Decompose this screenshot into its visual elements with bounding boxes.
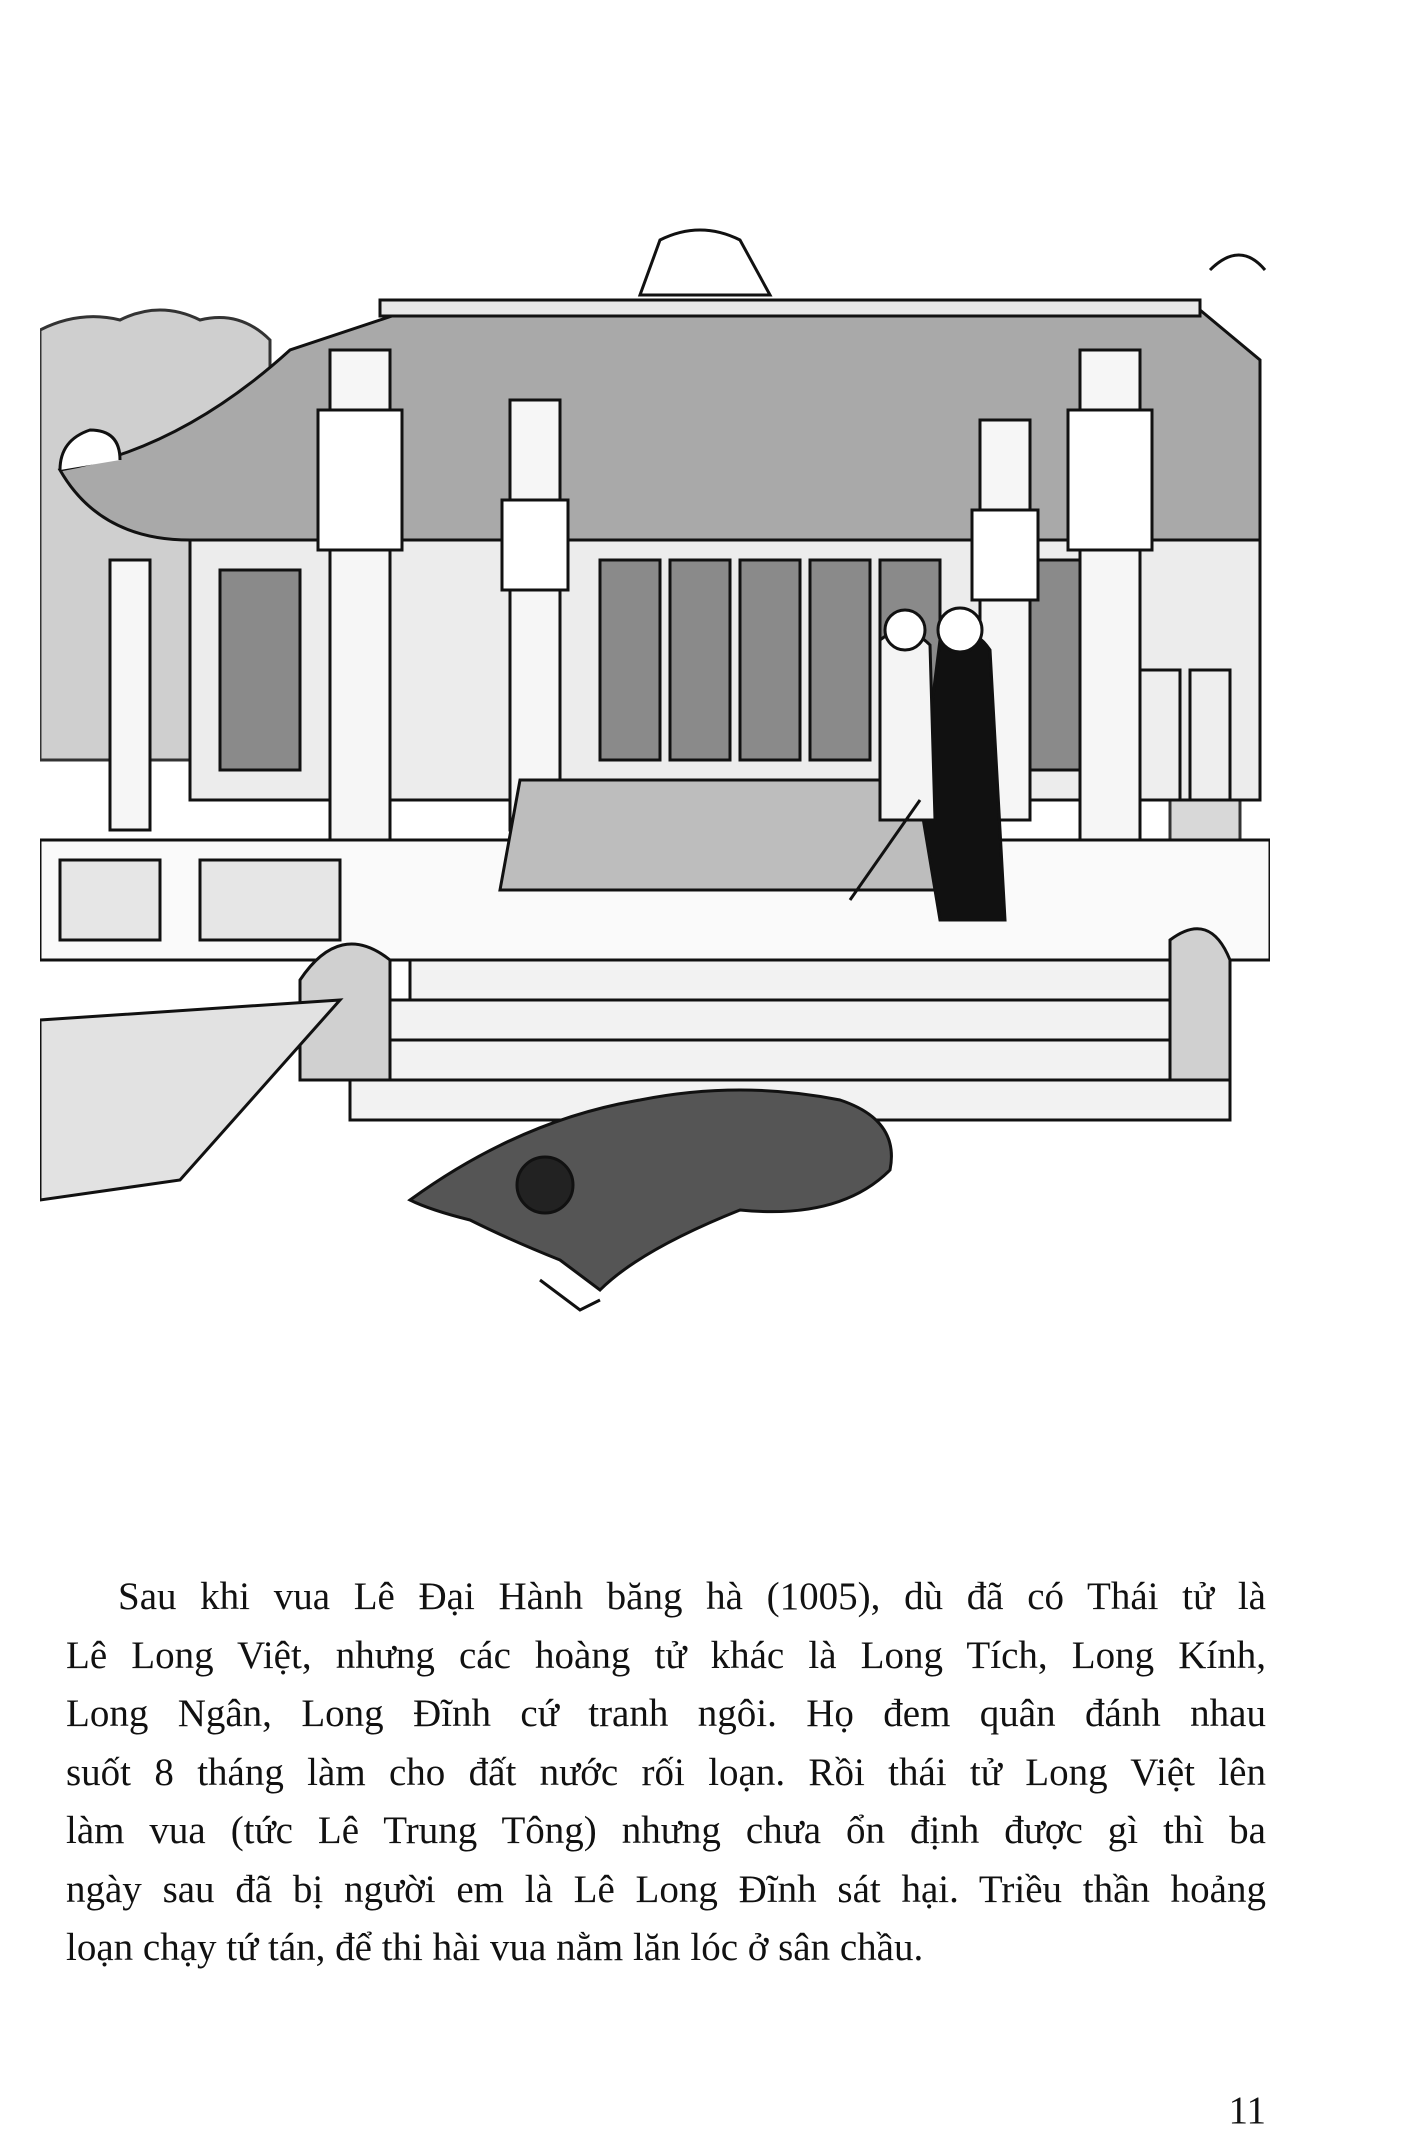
text-line: suốt 8 tháng làm cho đất nước rối loạn. Rồi thái tử Long Việt lên — [66, 1750, 1266, 1794]
text-line: Long Ngân, Long Đĩnh cứ tranh ngôi. Họ đem quân đánh nhau — [66, 1692, 1266, 1735]
roof-ornament-center — [640, 230, 770, 295]
text-line: làm vua (tức Lê Trung Tông) nhưng chưa ổn định được gì thì ba — [66, 1809, 1266, 1852]
page-number: 11 — [1228, 2089, 1266, 2132]
guardian-lion-right — [1170, 929, 1230, 1080]
text-line: ngày sau đã bị người em là Lê Long Đĩnh sát hại. Triều thần hoảng — [66, 1867, 1266, 1911]
roof-edge-right — [1210, 255, 1265, 270]
text-line: Lê Long Việt, nhưng các hoàng tử khác là Long Tích, Long Kính, — [66, 1633, 1266, 1677]
body-paragraph — [66, 1568, 1266, 1978]
text-line: loạn chạy tứ tán, để thi hài vua nằm lăn lóc ở sân chầu. — [66, 1926, 924, 1969]
courtyard-ground — [40, 1000, 340, 1200]
roof-ridge — [380, 300, 1200, 316]
palace-illustration — [40, 200, 1270, 1330]
text-line: Sau khi vua Lê Đại Hành băng hà (1005), dù đã có Thái tử là — [118, 1575, 1266, 1618]
